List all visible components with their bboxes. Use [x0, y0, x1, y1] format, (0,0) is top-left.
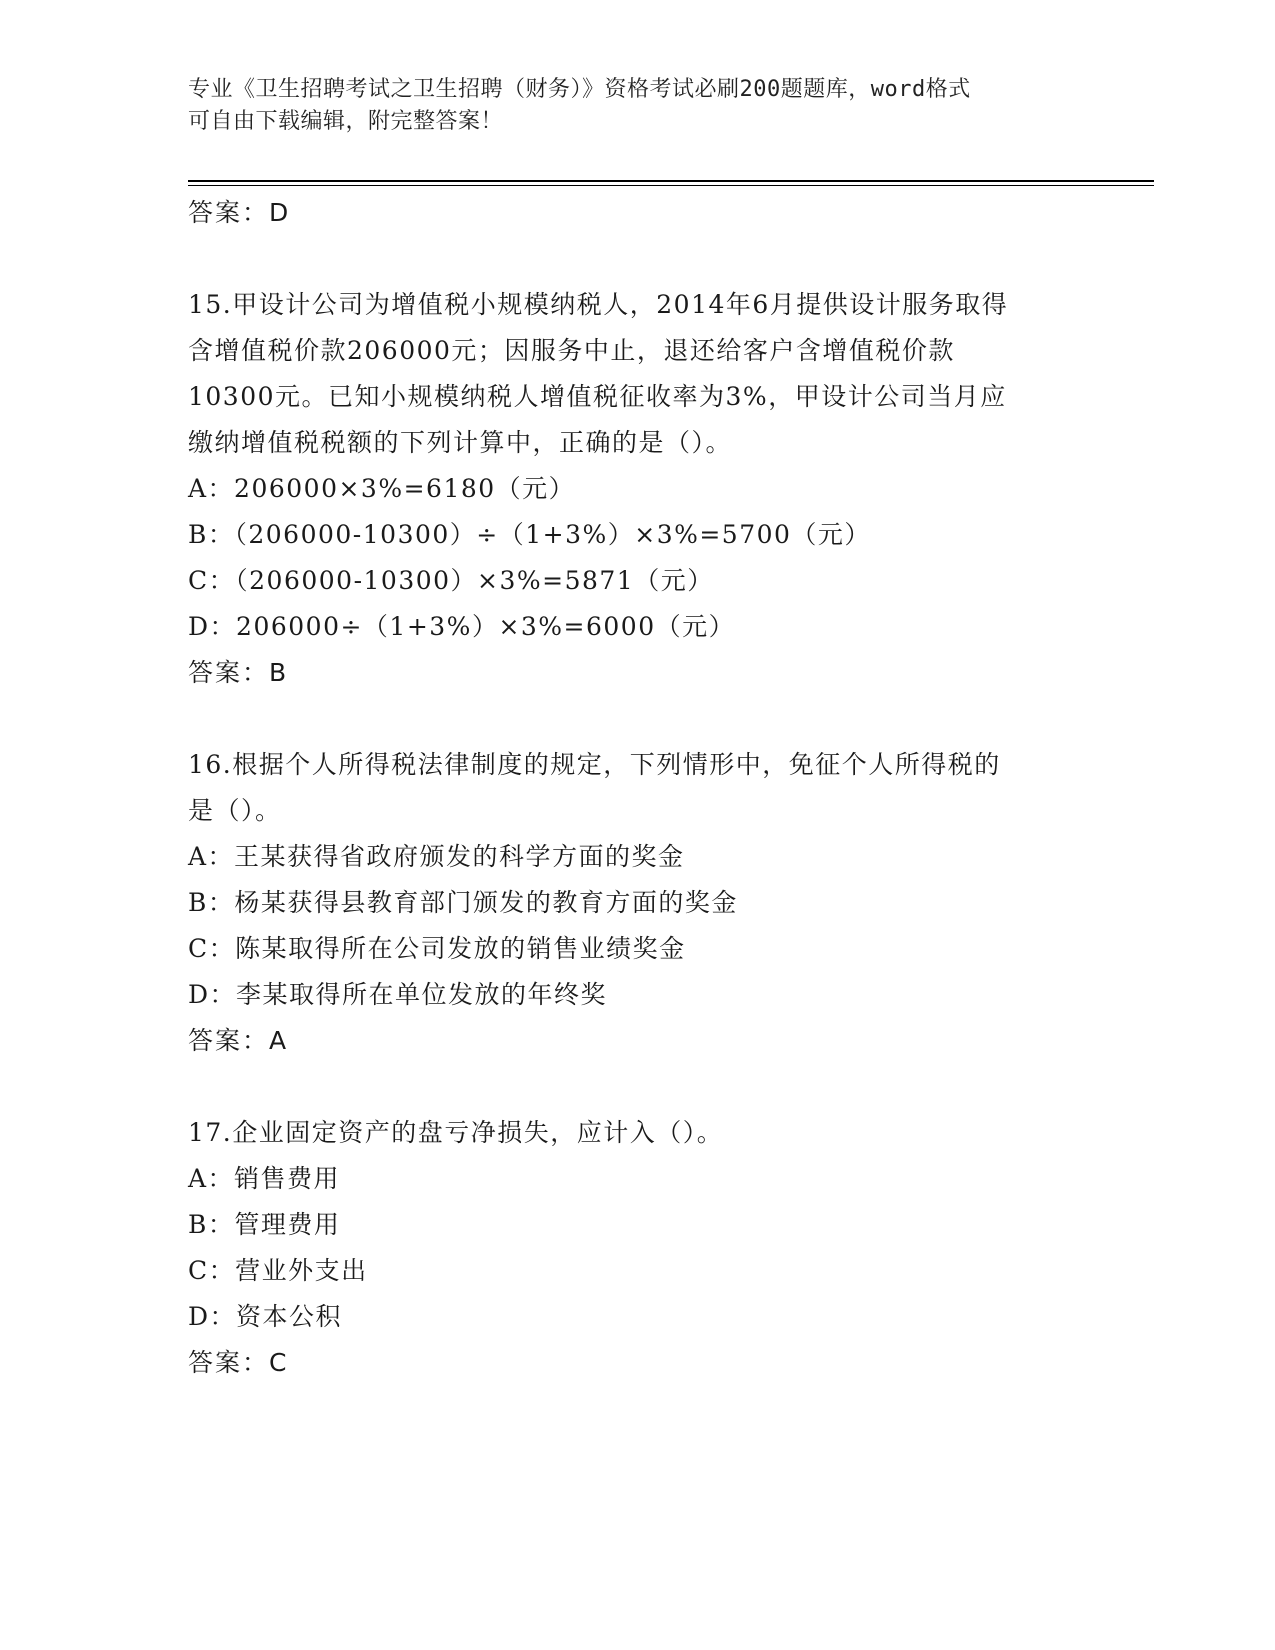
question-block	[188, 282, 1108, 696]
question-stem-line: 10300元。已知小规模纳税人增值税征收率为3%，甲设计公司当月应	[188, 382, 1007, 411]
header-rule-thin	[188, 185, 1154, 186]
option-a: A：206000×3%=6180（元）	[188, 474, 576, 503]
option-a: A：销售费用	[188, 1164, 341, 1193]
answer-line: 答案：B	[188, 658, 289, 687]
header-title-line-2: 可自由下载编辑，附完整答案！	[188, 109, 504, 134]
option-b: B：（206000-10300）÷（1+3%）×3%=5700（元）	[188, 520, 871, 549]
question-stem-line: 16.根据个人所得税法律制度的规定，下列情形中，免征个人所得税的	[188, 750, 1001, 779]
option-b: B：管理费用	[188, 1210, 341, 1239]
option-c: C：（206000-10300）×3%=5871（元）	[188, 566, 714, 595]
spacer	[188, 696, 1108, 742]
question-block	[188, 742, 1108, 1064]
question-stem-line: 含增值税价款206000元；因服务中止，退还给客户含增值税价款	[188, 336, 955, 365]
spacer	[188, 236, 1108, 282]
option-d: D：206000÷（1+3%）×3%=6000（元）	[188, 612, 736, 641]
header-rule-thick	[188, 180, 1154, 182]
header-title-line-1: 专业《卫生招聘考试之卫生招聘（财务）》资格考试必刷200题题库，word格式	[188, 77, 971, 102]
previous-answer: 答案：D	[188, 198, 291, 227]
question-stem-line: 15.甲设计公司为增值税小规模纳税人，2014年6月提供设计服务取得	[188, 290, 1009, 319]
option-c: C：陈某取得所在公司发放的销售业绩奖金	[188, 934, 686, 963]
option-d: D：李某取得所在单位发放的年终奖	[188, 980, 608, 1009]
option-c: C：营业外支出	[188, 1256, 368, 1285]
option-b: B：杨某获得县教育部门颁发的教育方面的奖金	[188, 888, 738, 917]
document-body	[188, 190, 1108, 1386]
option-d: D：资本公积	[188, 1302, 343, 1331]
question-block	[188, 1110, 1108, 1386]
answer-line: 答案：A	[188, 1026, 289, 1055]
spacer	[188, 1064, 1108, 1110]
option-a: A：王某获得省政府颁发的科学方面的奖金	[188, 842, 685, 871]
question-stem-line: 缴纳增值税税额的下列计算中，正确的是（）。	[188, 428, 733, 457]
answer-line: 答案：C	[188, 1348, 289, 1377]
page-header	[188, 74, 1088, 138]
question-stem-line: 17.企业固定资产的盘亏净损失，应计入（）。	[188, 1118, 724, 1147]
question-stem-line: 是（）。	[188, 796, 282, 825]
